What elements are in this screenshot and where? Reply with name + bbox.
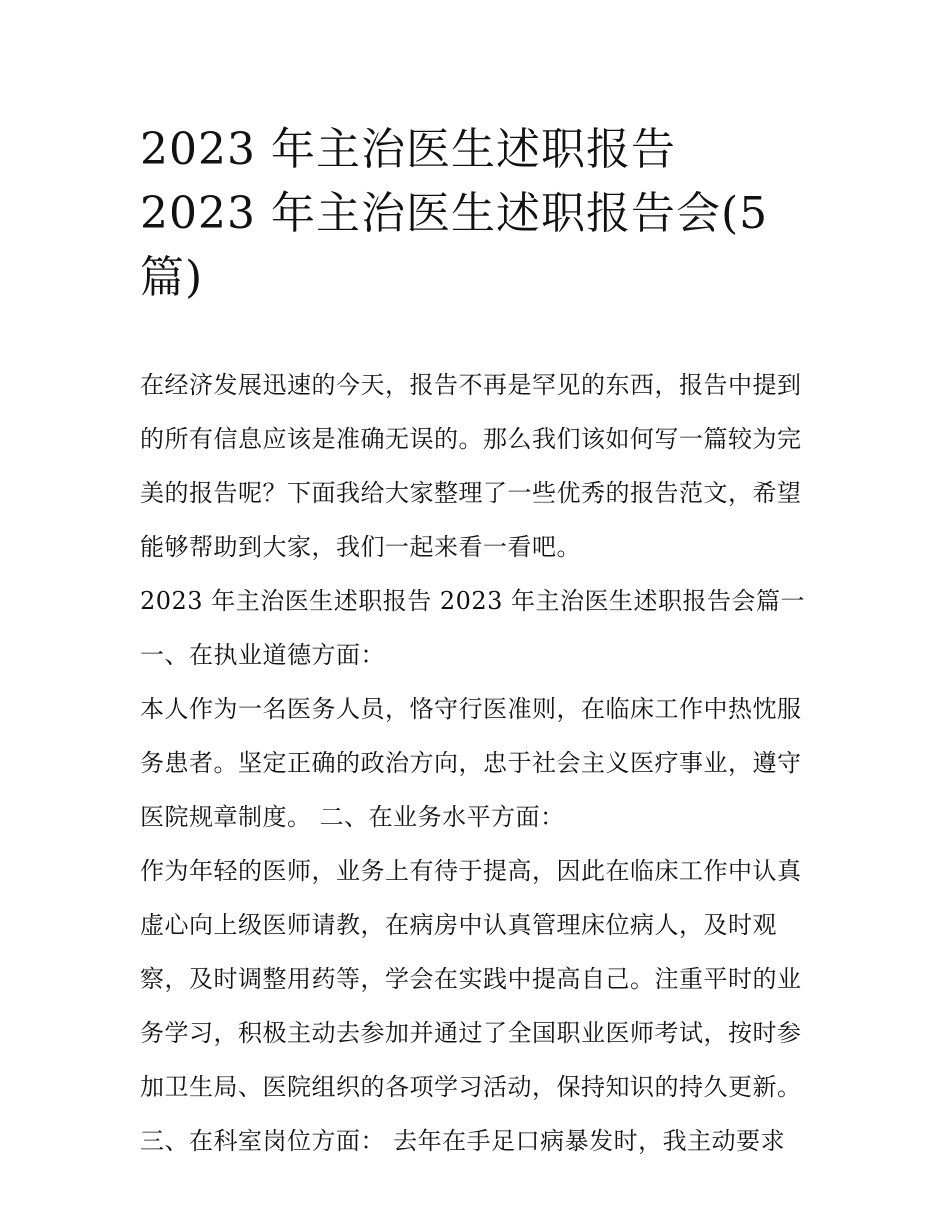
body-line: 医院规章制度。 二、在业务水平方面： <box>140 803 565 831</box>
body-line: 的所有信息应该是准确无误的。那么我们该如何写一篇较为完 <box>140 425 802 453</box>
title-line-1: 2023 年主治医生述职报告 <box>140 124 676 175</box>
body-line: 三、在科室岗位方面： 去年在手足口病暴发时，我主动要求 <box>140 1127 786 1155</box>
body-line: 美的报告呢？下面我给大家整理了一些优秀的报告范文，希望 <box>140 479 802 507</box>
body-line: 在经济发展迅速的今天，报告不再是罕见的东西，报告中提到 <box>140 371 802 399</box>
body-line: 务患者。坚定正确的政治方向，忠于社会主义医疗事业，遵守 <box>140 749 802 777</box>
body-line: 务学习，积极主动去参加并通过了全国职业医师考试，按时参 <box>140 1019 802 1047</box>
section-subheading: 一、在执业道德方面： <box>140 641 385 669</box>
body-line: 虚心向上级医师请教，在病房中认真管理床位病人，及时观 <box>140 911 777 939</box>
document-title <box>140 118 820 310</box>
body-line: 能够帮助到大家，我们一起来看一看吧。 <box>140 533 581 561</box>
body-line: 本人作为一名医务人员，恪守行医准则，在临床工作中热忱服 <box>140 695 802 723</box>
title-line-2: 2023 年主治医生述职报告会(5 <box>140 188 769 239</box>
section-heading: 2023 年主治医生述职报告 2023 年主治医生述职报告会篇一 <box>140 587 806 615</box>
body-line: 察，及时调整用药等，学会在实践中提高自己。注重平时的业 <box>140 965 802 993</box>
body-line: 加卫生局、医院组织的各项学习活动，保持知识的持久更新。 <box>140 1073 802 1101</box>
title-line-3: 篇) <box>140 252 204 303</box>
body-line: 作为年轻的医师，业务上有待于提高，因此在临床工作中认真 <box>140 857 802 885</box>
document-body <box>140 358 820 1168</box>
